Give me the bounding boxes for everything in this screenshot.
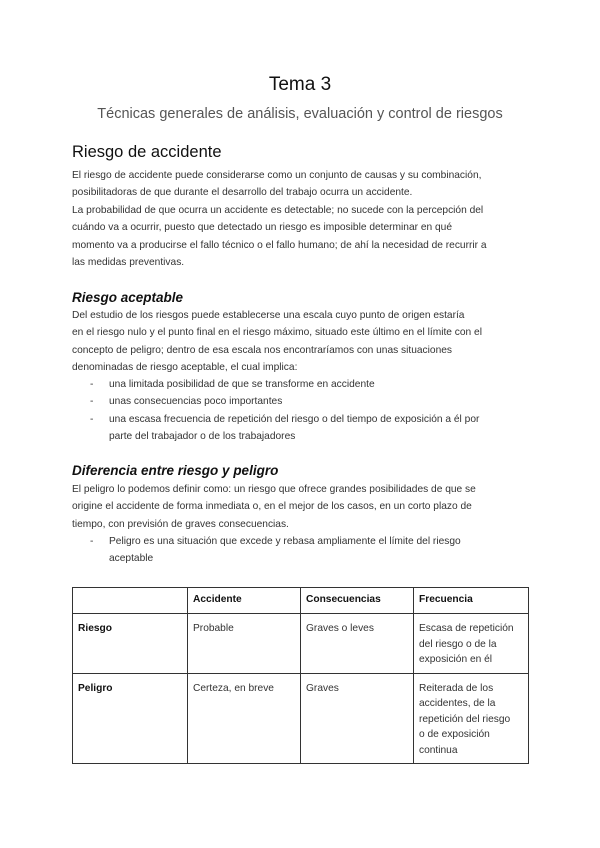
list-item-text: una limitada posibilidad de que se transforme en accidente xyxy=(109,379,375,390)
list-item xyxy=(72,533,532,568)
table-header-cell: Consecuencias xyxy=(301,588,414,614)
cell-text-line: accidentes, de la xyxy=(419,698,496,709)
text-line: las medidas preventivas. xyxy=(72,257,185,269)
list-item xyxy=(72,376,532,393)
text-line: El peligro lo podemos definir como: un riesgo que ofrece grandes posibilidades de que se xyxy=(72,484,476,495)
table-row-header: Peligro xyxy=(73,673,188,764)
bullet-list-peligro xyxy=(72,533,532,568)
section-heading-diferencia-riesgo-peligro: Diferencia entre riesgo y peligro xyxy=(72,463,279,478)
text-line: origine el accidente de forma inmediata o, en el mejor de los casos, en un corto plazo de xyxy=(72,501,472,513)
section-heading-riesgo-de-accidente: Riesgo de accidente xyxy=(72,143,222,161)
text-line: momento va a producirse el fallo técnico o el fallo humano; de ahí la necesidad de recurrir a xyxy=(72,239,487,251)
list-item-text: parte del trabajador o de los trabajadores xyxy=(109,431,296,443)
paragraph-diferencia-riesgo-peligro xyxy=(72,481,532,533)
table-row xyxy=(73,614,529,674)
list-item xyxy=(72,393,532,410)
document-subtitle: Técnicas generales de análisis, evaluación y control de riesgos xyxy=(97,106,503,122)
bullet-dash: - xyxy=(90,396,94,408)
cell-text-line: continua xyxy=(419,744,458,756)
text-line: concepto de peligro; dentro de esa escala nos encontraríamos con unas situaciones xyxy=(72,344,453,356)
text-line: posibilitadoras de que durante el desarrollo del trabajo ocurra un accidente. xyxy=(72,187,413,199)
bullet-list-riesgo-aceptable xyxy=(72,376,532,446)
table-cell: Probable xyxy=(188,614,301,674)
text-line: en el riesgo nulo y el punto final en el riesgo máximo, situado este último en el límite con el xyxy=(72,327,482,339)
section-heading-riesgo-aceptable: Riesgo aceptable xyxy=(72,290,184,305)
text-line: cuándo va a ocurrir, puesto que detectado un riesgo es imposible determinar en qué xyxy=(72,222,453,234)
list-item-text: una escasa frecuencia de repetición del riesgo o del tiempo de exposición a él por xyxy=(109,413,480,425)
cell-text-line: Reiterada de los xyxy=(419,682,494,694)
table-row xyxy=(73,673,529,764)
comparison-table xyxy=(72,587,529,764)
table-row-header: Riesgo xyxy=(73,614,188,674)
cell-text-line: exposición en él xyxy=(419,654,493,665)
cell-text-line: del riesgo o de la xyxy=(419,638,497,650)
cell-text-line: Escasa de repetición xyxy=(419,623,514,634)
list-item-text: unas consecuencias poco importantes xyxy=(109,396,283,408)
table-cell xyxy=(414,673,529,764)
paragraph-riesgo-aceptable xyxy=(72,307,532,377)
table-cell: Certeza, en breve xyxy=(188,673,301,764)
bullet-dash: - xyxy=(90,379,94,390)
table-cell: Graves o leves xyxy=(301,614,414,674)
bullet-dash: - xyxy=(90,536,94,547)
table-cell xyxy=(414,614,529,674)
table-cell: Graves xyxy=(301,673,414,764)
text-line: denominadas de riesgo aceptable, el cual implica: xyxy=(72,362,298,374)
bullet-dash: - xyxy=(90,413,94,425)
table-header-row xyxy=(73,588,529,614)
table-header-cell: Accidente xyxy=(188,588,301,614)
text-line: Del estudio de los riesgos puede establecerse una escala cuyo punto de origen estaría xyxy=(72,310,465,321)
cell-text-line: repetición del riesgo xyxy=(419,713,511,725)
text-line: El riesgo de accidente puede considerarse como un conjunto de causas y su combinación, xyxy=(72,170,482,181)
text-line: tiempo, con previsión de graves consecuencias. xyxy=(72,518,289,530)
list-item-text: Peligro es una situación que excede y rebasa ampliamente el límite del riesgo xyxy=(109,536,461,547)
list-item xyxy=(72,411,532,446)
list-item-text: aceptable xyxy=(109,553,154,565)
cell-text-line: o de exposición xyxy=(419,729,490,740)
table-header-cell xyxy=(73,588,188,614)
text-line: La probabilidad de que ocurra un accidente es detectable; no sucede con la percepción del xyxy=(72,204,484,216)
paragraph-riesgo-de-accidente xyxy=(72,167,532,271)
document-title: Tema 3 xyxy=(268,74,332,95)
table-header-cell: Frecuencia xyxy=(414,588,529,614)
